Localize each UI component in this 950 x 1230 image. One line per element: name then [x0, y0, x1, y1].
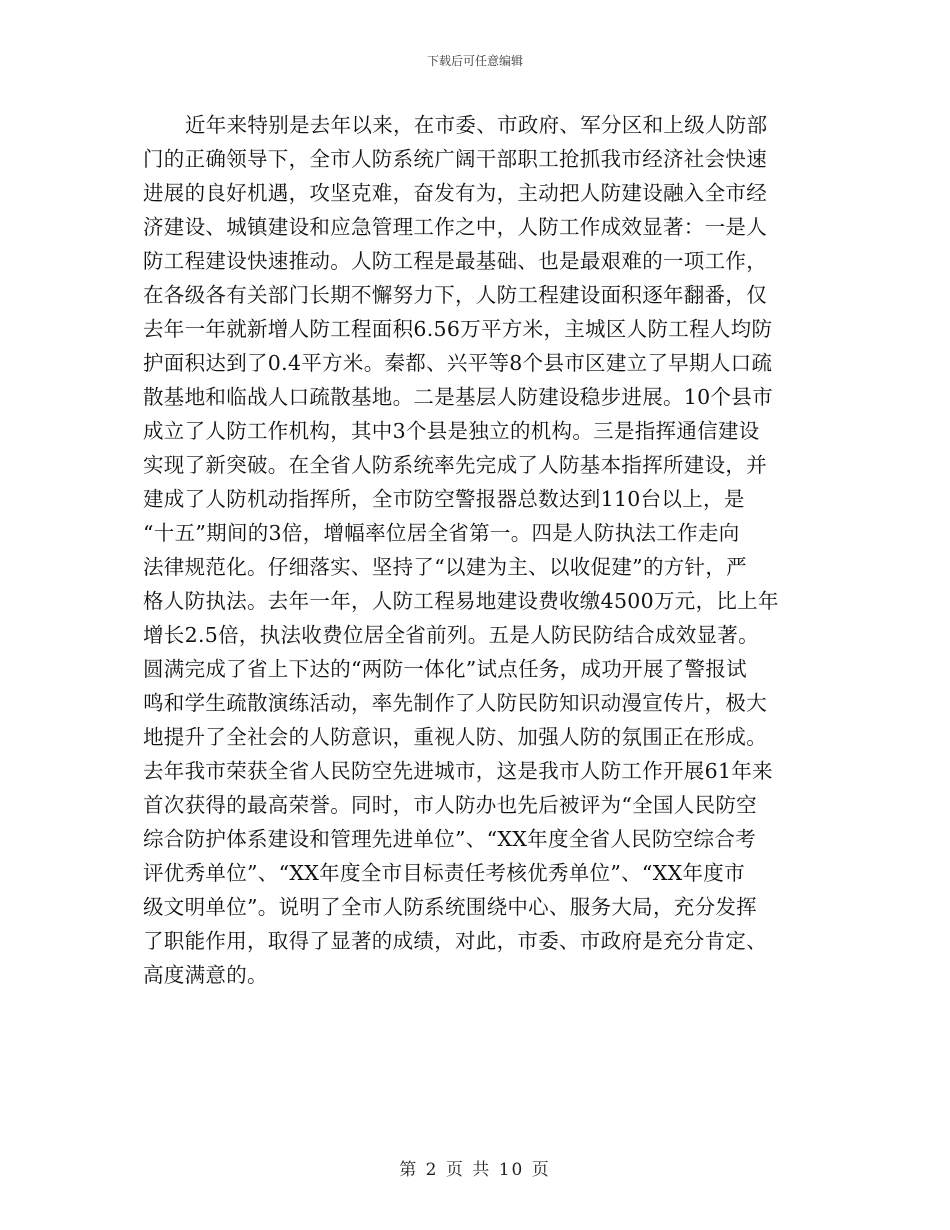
paragraph-line: 评优秀单位”、“XX年度全市目标责任考核优秀单位”、“XX年度市	[143, 861, 745, 885]
page-header: 下载后可任意编辑	[426, 54, 523, 68]
paragraph-line: 地提升了全社会的人防意识，重视人防、加强人防的氛围正在形成。	[143, 725, 767, 749]
paragraph-line: 高度满意的。	[143, 963, 268, 987]
paragraph-line: “十五”期间的3倍，增幅率位居全省第一。四是人防执法工作走向	[143, 521, 740, 545]
paragraph-line: 去年我市荣获全省人民防空先进城市，这是我市人防工作开展61年来	[143, 759, 773, 783]
body-paragraph	[143, 108, 808, 992]
paragraph-line: 增长2.5倍，执法收费位居全省前列。五是人防民防结合成效显著。	[143, 623, 759, 647]
paragraph-line: 建成了人防机动指挥所，全市防空警报器总数达到110台以上，是	[143, 487, 745, 511]
paragraph-line: 鸣和学生疏散演练活动，率先制作了人防民防知识动漫宣传片，极大	[143, 691, 767, 715]
page-number-footer: 第 2 页 共 10 页	[399, 1160, 551, 1180]
paragraph-line: 实现了新突破。在全省人防系统率先完成了人防基本指挥所建设，并	[143, 453, 767, 477]
paragraph-line: 进展的良好机遇，攻坚克难，奋发有为，主动把人防建设融入全市经	[143, 181, 767, 205]
paragraph-line: 首次获得的最高荣誉。同时，市人防办也先后被评为“全国人民防空	[143, 793, 757, 817]
paragraph-line: 护面积达到了0.4平方米。秦都、兴平等8个县市区建立了早期人口疏	[143, 351, 773, 375]
paragraph-line: 格人防执法。去年一年，人防工程易地建设费收缴4500万元，比上年	[143, 589, 779, 613]
paragraph-line: 近年来特别是去年以来，在市委、市政府、军分区和上级人防部	[185, 113, 768, 137]
paragraph-line: 综合防护体系建设和管理先进单位”、“XX年度全省人民防空综合考	[143, 827, 756, 851]
paragraph-line: 散基地和临战人口疏散基地。二是基层人防建设稳步进展。10个县市	[143, 385, 773, 409]
document-body	[143, 108, 808, 992]
paragraph-line: 圆满完成了省上下达的“两防一体化”试点任务，成功开展了警报试	[143, 657, 747, 681]
paragraph-line: 成立了人防工作机构，其中3个县是独立的机构。三是指挥通信建设	[143, 419, 760, 443]
paragraph-line: 去年一年就新增人防工程面积6.56万平方米，主城区人防工程人均防	[143, 317, 773, 341]
paragraph-line: 在各级各有关部门长期不懈努力下，人防工程建设面积逐年翻番，仅	[143, 283, 767, 307]
paragraph-line: 了职能作用，取得了显著的成绩，对此，市委、市政府是充分肯定、	[143, 929, 767, 953]
paragraph-line: 济建设、城镇建设和应急管理工作之中，人防工作成效显著：一是人	[143, 215, 767, 239]
paragraph-line: 法律规范化。仔细落实、坚持了“以建为主、以收促建”的方针，严	[143, 555, 747, 579]
paragraph-line: 门的正确领导下，全市人防系统广阔干部职工抢抓我市经济社会快速	[143, 147, 767, 171]
paragraph-line: 防工程建设快速推动。人防工程是最基础、也是最艰难的一项工作，	[143, 249, 767, 273]
paragraph-line: 级文明单位”。说明了全市人防系统围绕中心、服务大局，充分发挥	[143, 895, 757, 919]
